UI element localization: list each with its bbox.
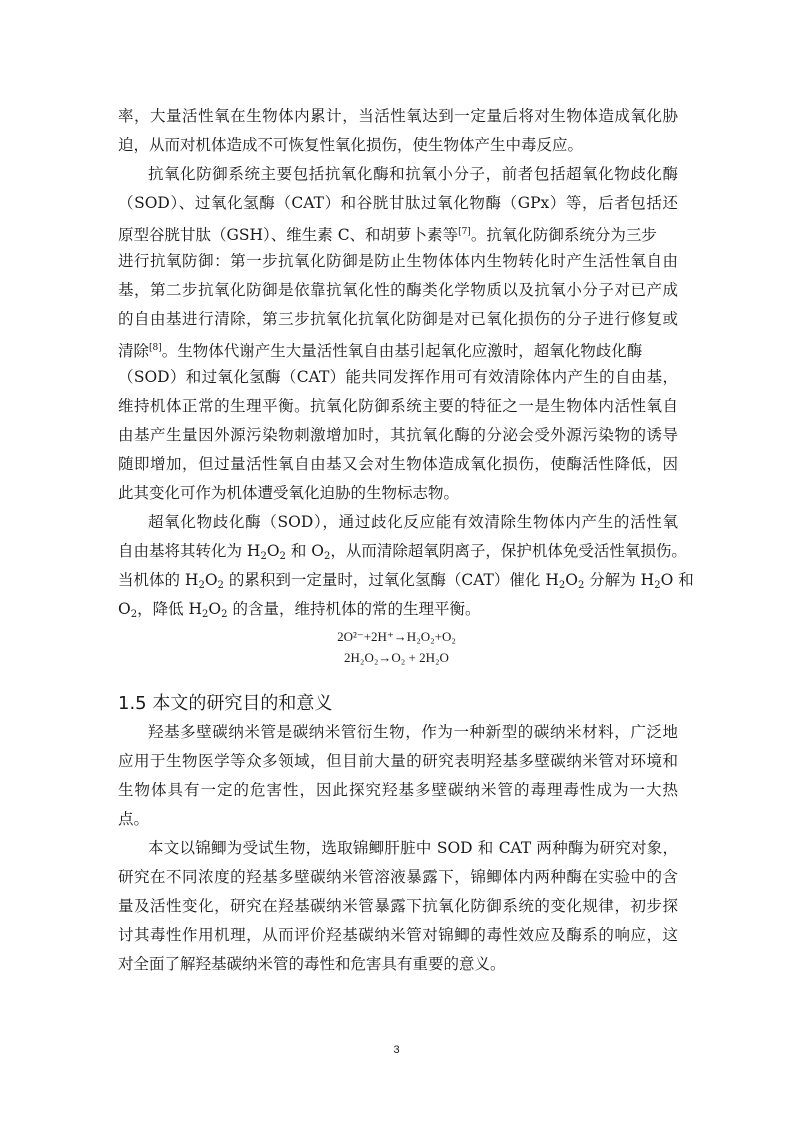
paragraph-line: 率，大量活性氧在生物体内累计，当活性氧达到一定量后将对生物体造成氧化胁 — [118, 107, 678, 125]
line-text: ，从而清除超氧阴离子，保护机体免受活性氧损伤。 — [330, 542, 687, 560]
paragraph-line: 本文以锦鲫为受试生物，选取锦鲫肝脏中 SOD 和 CAT 两种酶为研究对象， — [148, 839, 678, 857]
subscript: 2 — [202, 609, 209, 620]
paragraph-line: 研究在不同浓度的羟基多壁碳纳米管溶液暴露下，锦鲫体内两种酶在实验中的含 — [118, 868, 678, 886]
line-text: 原型谷胱甘肽（GSH）、维生素 C、和胡萝卜素等 — [118, 226, 459, 244]
paragraph-line: 讨其毒性作用机理，从而评价羟基碳纳米管对锦鲫的毒性效应及酶系的响应，这 — [118, 926, 678, 944]
line-text: 。抗氧化防御系统分为三步 — [470, 226, 657, 244]
line-text: O — [565, 571, 578, 589]
subscript: 2 — [198, 580, 205, 591]
paragraph-line — [118, 222, 657, 245]
paragraph-line — [118, 338, 642, 361]
page-number: 3 — [393, 1044, 400, 1056]
line-text: 当机体的 H — [118, 571, 199, 589]
line-text: 分解为 H — [584, 571, 655, 589]
subscript: 2 — [130, 609, 138, 620]
paragraph-line: 进行抗氧防御：第一步抗氧化防御是防止生物体体内生物转化时产生活性氧自由 — [118, 252, 678, 270]
paragraph-line: 抗氧化防御系统主要包括抗氧化酶和抗氧小分子，前者包括超氧化物歧化酶 — [148, 165, 678, 183]
paragraph-line: 应用于生物医学等众多领域，但目前大量的研究表明羟基多壁碳纳米管对环境和 — [118, 752, 678, 770]
paragraph-line: 基，第二步抗氧化防御是依靠抗氧化性的酶类化学物质以及抗氧小分子对已产成 — [118, 281, 678, 299]
equation-superoxide-dismutation: 2O²⁻+2H⁺→H₂O₂+O₂ — [337, 629, 456, 644]
paragraph-line: 迫，从而对机体造成不可恢复性氧化损伤，使生物体产生中毒反应。 — [118, 136, 584, 154]
subscript: 2 — [654, 580, 661, 591]
paragraph-line: 的自由基进行清除，第三步抗氧化抗氧化防御是对已氧化损伤的分子进行修复或 — [118, 310, 678, 328]
paragraph-line: 超氧化物歧化酶（SOD），通过歧化反应能有效清除生物体内产生的活性氧 — [148, 513, 678, 531]
paragraph-line: 由基产生量因外源污染物刺激增加时，其抗氧化酶的分泌会受外源污染物的诱导 — [118, 426, 678, 444]
subscript: 2 — [221, 609, 228, 620]
line-text: 。生物体代谢产生大量活性氧自由基引起氧化应激时，超氧化物歧化酶 — [161, 342, 643, 360]
subscript: 2 — [577, 580, 585, 591]
line-text: O — [266, 542, 280, 560]
paragraph-line — [118, 599, 480, 625]
subscript: 2 — [260, 551, 267, 562]
line-text: O — [118, 600, 131, 618]
paragraph-line: 对全面了解羟基碳纳米管的毒性和危害具有重要的意义。 — [118, 955, 506, 973]
subscript: 2 — [323, 551, 331, 562]
paragraph-line: 量及活性变化，研究在羟基碳纳米管暴露下抗氧化防御系统的变化规律，初步探 — [118, 897, 678, 915]
paragraph-line — [118, 570, 694, 596]
line-text: O 和 — [660, 571, 694, 589]
line-text: 清除 — [118, 342, 150, 360]
line-text: 的累积到一定量时，过氧化氢酶（CAT）催化 H — [223, 571, 559, 589]
line-text: 自由基将其转化为 H — [118, 542, 261, 560]
section-heading: 1.5 本文的研究目的和意义 — [118, 693, 333, 714]
paragraph-line: 羟基多壁碳纳米管是碳纳米管衍生物，作为一种新型的碳纳米材料，广泛地 — [148, 723, 678, 741]
citation-ref: [8] — [149, 343, 162, 353]
equation-peroxide-decomposition: 2H₂O₂→O₂ + 2H₂O — [344, 650, 449, 665]
paragraph-line: 点。 — [118, 810, 150, 828]
paragraph-line: 维持机体正常的生理平衡。抗氧化防御系统主要的特征之一是生物体内活性氧自 — [118, 397, 678, 415]
line-text: ，降低 H — [137, 600, 203, 618]
paragraph-line: （SOD）和过氧化氢酶（CAT）能共同发挥作用可有效清除体内产生的自由基， — [118, 368, 678, 386]
paragraph-line: 随即增加，但过量活性氧自由基又会对生物体造成氧化损伤，使酶活性降低，因 — [118, 455, 678, 473]
paragraph-line: 生物体具有一定的危害性，因此探究羟基多壁碳纳米管的毒理毒性成为一大热 — [118, 781, 678, 799]
line-text: 的含量，维持机体的常的生理平衡。 — [227, 600, 481, 618]
paragraph-line: 此其变化可作为机体遭受氧化迫胁的生物标志物。 — [118, 484, 460, 502]
line-text: O — [204, 571, 218, 589]
line-text: O — [208, 600, 222, 618]
subscript: 2 — [217, 580, 224, 591]
subscript: 2 — [279, 551, 286, 562]
citation-ref: [7] — [458, 227, 471, 237]
line-text: 和 O — [285, 542, 324, 560]
paragraph-line — [118, 541, 687, 567]
paragraph-line: （SOD）、过氧化氢酶（CAT）和谷胱甘肽过氧化物酶（GPx）等，后者包括还 — [118, 194, 678, 212]
subscript: 2 — [558, 580, 566, 591]
